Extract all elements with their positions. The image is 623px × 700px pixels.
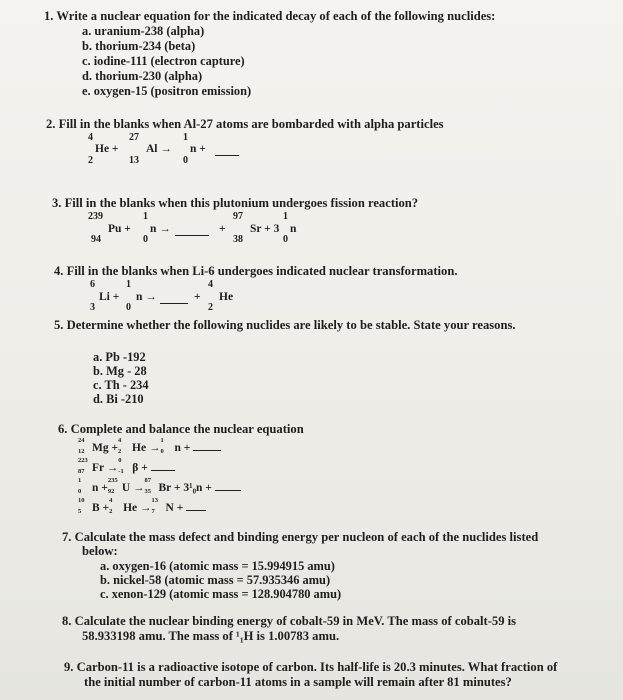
n-mass-q4: 1 <box>126 279 131 290</box>
question-9-line2: the initial number of carbon-11 atoms in a sample will remain after 81 minutes? <box>84 675 512 689</box>
q7-item-b: b. nickel-58 (atomic mass = 57.935346 amu) <box>100 573 331 587</box>
question-5: 5. Determine whether the following nuclides are likely to be stable. State your reasons. <box>54 318 516 332</box>
n-nuclide: 1 0 n + <box>160 437 191 455</box>
q6-eq-3 <box>78 477 241 495</box>
n-atomic-number-q4: 0 <box>126 302 131 313</box>
q1-item-c: c. iodine-111 (electron capture) <box>82 54 245 68</box>
pu-atomic-number: 94 <box>91 234 101 245</box>
question-7: 7. Calculate the mass defect and binding energy per nucleon of each of the nuclides listed <box>62 530 539 544</box>
he-symbol: He + <box>95 143 119 155</box>
he-mass: 4 <box>88 132 93 143</box>
mg-nuclide: 24 12 Mg + <box>78 437 119 455</box>
n2-mass: 1 <box>283 211 288 222</box>
q1-item-b: b. thorium-234 (beta) <box>82 39 196 53</box>
q6-eq1-blank[interactable] <box>193 440 221 451</box>
q3-plus: + <box>219 223 226 235</box>
al-mass: 27 <box>129 132 139 143</box>
q5-item-d: d. Bi -210 <box>93 392 144 406</box>
beta-particle: 0 -1 β + <box>118 457 148 475</box>
question-7-line2: below: <box>82 544 118 558</box>
q6-eq-1 <box>78 437 221 455</box>
question-3: 3. Fill in the blanks when this plutonium undergoes fission reaction? <box>52 196 419 210</box>
n2-symbol: n <box>290 223 297 235</box>
u-nuclide: 235 92 U → <box>107 477 145 495</box>
question-9: 9. Carbon-11 is a radioactive isotope of carbon. Its half-life is 20.3 minutes. What fraction of <box>64 660 558 674</box>
q1-item-a: a. uranium-238 (alpha) <box>82 24 205 38</box>
sr-atomic-number: 38 <box>233 234 243 245</box>
q7-item-a: a. oxygen-16 (atomic mass = 15.994915 amu) <box>100 559 335 573</box>
n1-symbol: n → <box>150 223 171 235</box>
question-2: 2. Fill in the blanks when Al-27 atoms are bombarded with alpha particles <box>46 117 444 131</box>
pu-mass: 239 <box>88 211 103 222</box>
n-symbol: n + <box>190 143 206 155</box>
q2-answer-blank[interactable] <box>215 145 239 156</box>
he-nuclide: 4 2 He → <box>118 437 161 455</box>
fr-nuclide: 223 87 Fr → <box>78 457 119 475</box>
sr-symbol: Sr + 3 <box>250 223 280 235</box>
q6-eq4-blank[interactable] <box>186 500 206 511</box>
li-symbol: Li + <box>99 291 120 303</box>
n13-nuclide: 13 7 N + <box>151 497 184 515</box>
question-8: 8. Calculate the nuclear binding energy of cobalt-59 in MeV. The mass of cobalt-59 is <box>62 614 517 628</box>
he-atomic-number-q4: 2 <box>208 302 213 313</box>
he-atomic-number: 2 <box>88 155 93 166</box>
n1-atomic-number: 0 <box>143 234 148 245</box>
q3-answer-blank[interactable] <box>175 225 209 236</box>
question-1: 1. Write a nuclear equation for the indicated decay of each of the following nuclides: <box>44 9 496 23</box>
q4-plus: + <box>194 291 201 303</box>
he-mass-q4: 4 <box>208 279 213 290</box>
n1-mass: 1 <box>143 211 148 222</box>
he-symbol-q4: He <box>219 291 234 303</box>
question-4: 4. Fill in the blanks when Li-6 undergoes indicated nuclear transformation. <box>54 264 458 278</box>
q6-eq3-blank[interactable] <box>215 480 241 491</box>
q5-item-b: b. Mg - 28 <box>93 364 147 378</box>
li-mass: 6 <box>90 279 95 290</box>
br-nuclide: 87 35 Br + 3¹₀n + <box>144 477 212 495</box>
n-symbol-q4: n → <box>136 291 157 303</box>
sr-mass: 97 <box>233 211 243 222</box>
question-6: 6. Complete and balance the nuclear equation <box>58 422 304 436</box>
neutron-nuclide: 1 0 n + <box>78 477 108 495</box>
q6-eq-2 <box>78 457 175 475</box>
li-atomic-number: 3 <box>90 302 95 313</box>
q7-item-c: c. xenon-129 (atomic mass = 128.904780 amu) <box>100 587 342 601</box>
al-atomic-number: 13 <box>129 155 139 166</box>
q5-item-c: c. Th - 234 <box>93 378 149 392</box>
n-atomic-number: 0 <box>183 155 188 166</box>
question-8-line2: 58.933198 amu. The mass of ¹₁H is 1.00783 amu. <box>82 629 340 643</box>
b-nuclide: 10 5 B + <box>78 497 110 515</box>
he-nuclide-2: 4 2 He → <box>109 497 152 515</box>
q6-eq2-blank[interactable] <box>151 460 175 471</box>
pu-symbol: Pu + <box>108 223 131 235</box>
n2-atomic-number: 0 <box>283 234 288 245</box>
n-mass: 1 <box>183 132 188 143</box>
q6-eq-4 <box>78 497 206 515</box>
q4-answer-blank[interactable] <box>160 293 188 304</box>
q5-item-a: a. Pb -192 <box>93 350 146 364</box>
al-symbol: Al → <box>146 143 172 155</box>
q1-item-d: d. thorium-230 (alpha) <box>82 69 203 83</box>
q1-item-e: e. oxygen-15 (positron emission) <box>82 84 252 98</box>
